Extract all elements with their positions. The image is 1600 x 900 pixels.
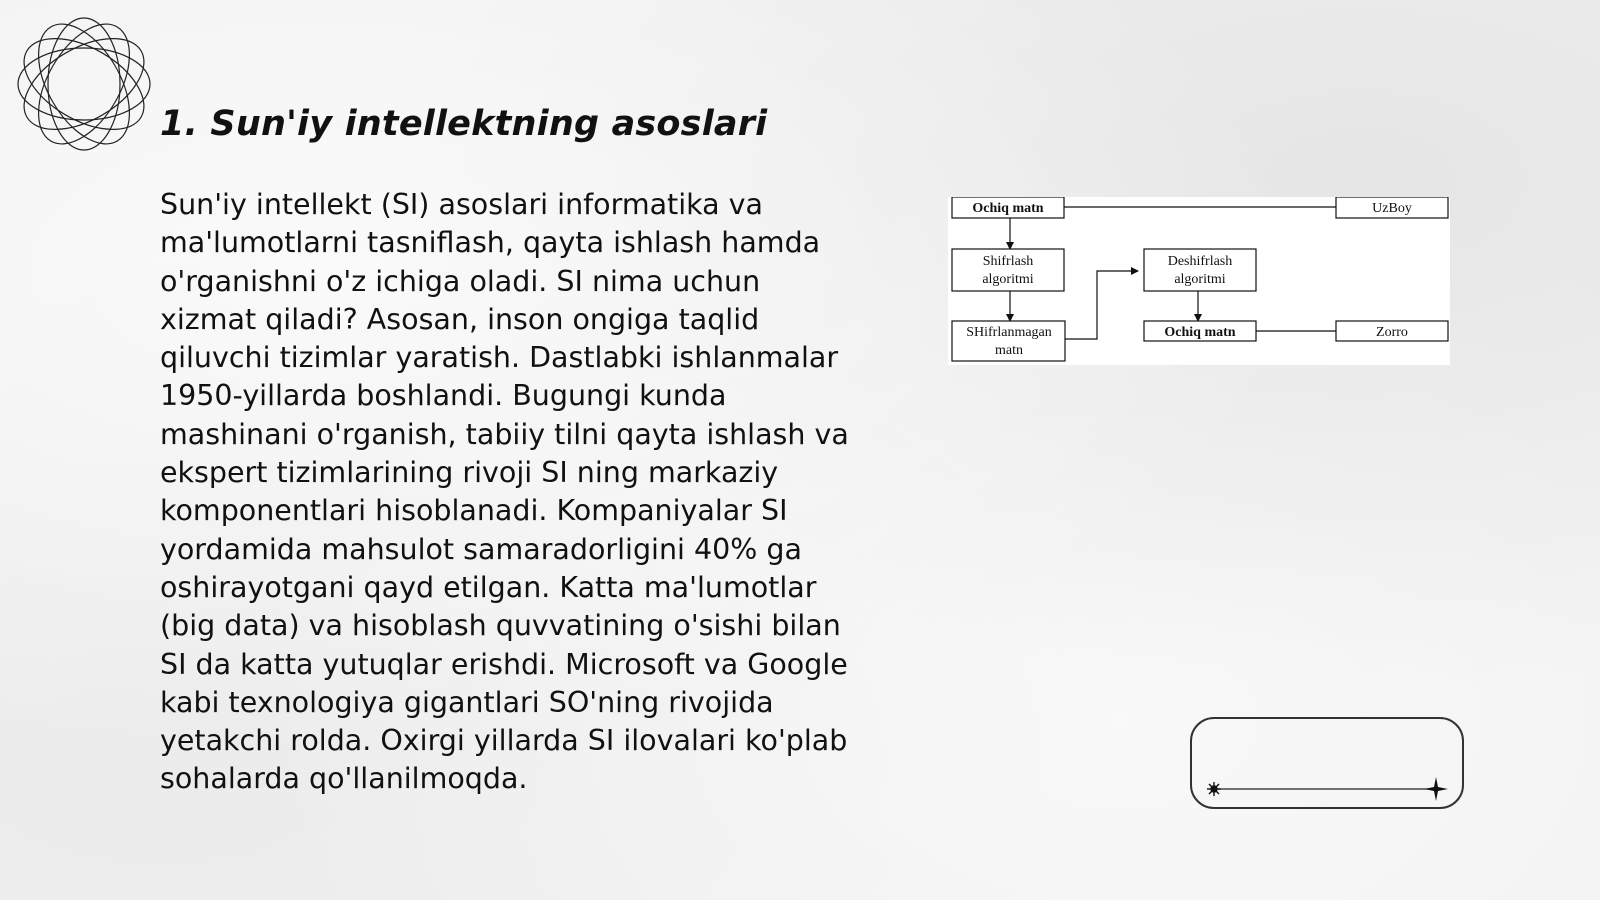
slide-body-text: Sun'iy intellekt (SI) asoslari informatika va ma'lumotlarni tasniflash, qayta ishlash hamda o'rganishni o'z ichiga oladi. SI nima uchun xizmat qiladi? Asosan, inson ongiga taqlid qiluvchi tizimlar yaratish. Dastlabki ishlanmalar 1950-yillarda boshlandi. Bugungi kunda mashinani o'rganish, tabiiy tilni qayta ishlash va ekspert tizimlarining rivoji SI ning markaziy komponentlari hisoblanadi. Kompaniyalar SI yordamida mahsulot samaradorligini 40% ga oshirayotgani qayd etilgan. Katta ma'lumotlar (big data) va hisoblash quvvatining o'sishi bilan SI da katta yutuqlar erishdi. Microsoft va Google kabi texnologiya gigantlari SO'ning rivojida yetakchi rolda. Oxirgi yillarda SI ilovalari ko'plab sohalarda qo'llanilmoqda. [160, 188, 849, 796]
label-decrypt-line2: algoritmi [1174, 272, 1226, 287]
slide-title: 1. Sun'iy intellektning asoslari [160, 104, 768, 144]
orbit-rings-logo [10, 10, 158, 158]
label-receiver: Zorro [1376, 325, 1408, 340]
encryption-flow-diagram [948, 197, 1450, 365]
label-encrypt-line2: algoritmi [982, 272, 1034, 287]
label-sender: UzBoy [1372, 201, 1412, 216]
label-cipher-line1: SHifrlanmagan [966, 325, 1052, 340]
sparkle-icon [1207, 782, 1221, 796]
label-plaintext-bottom: Ochiq matn [1164, 325, 1236, 340]
label-encrypt-line1: Shifrlash [982, 254, 1034, 269]
label-plaintext-top: Ochiq matn [972, 201, 1044, 216]
label-decrypt-line1: Deshifrlash [1167, 254, 1233, 269]
star-icon [1424, 777, 1448, 801]
timeline-track [1192, 719, 1462, 807]
timeline-card [1190, 717, 1464, 809]
label-cipher-line2: matn [995, 343, 1023, 358]
